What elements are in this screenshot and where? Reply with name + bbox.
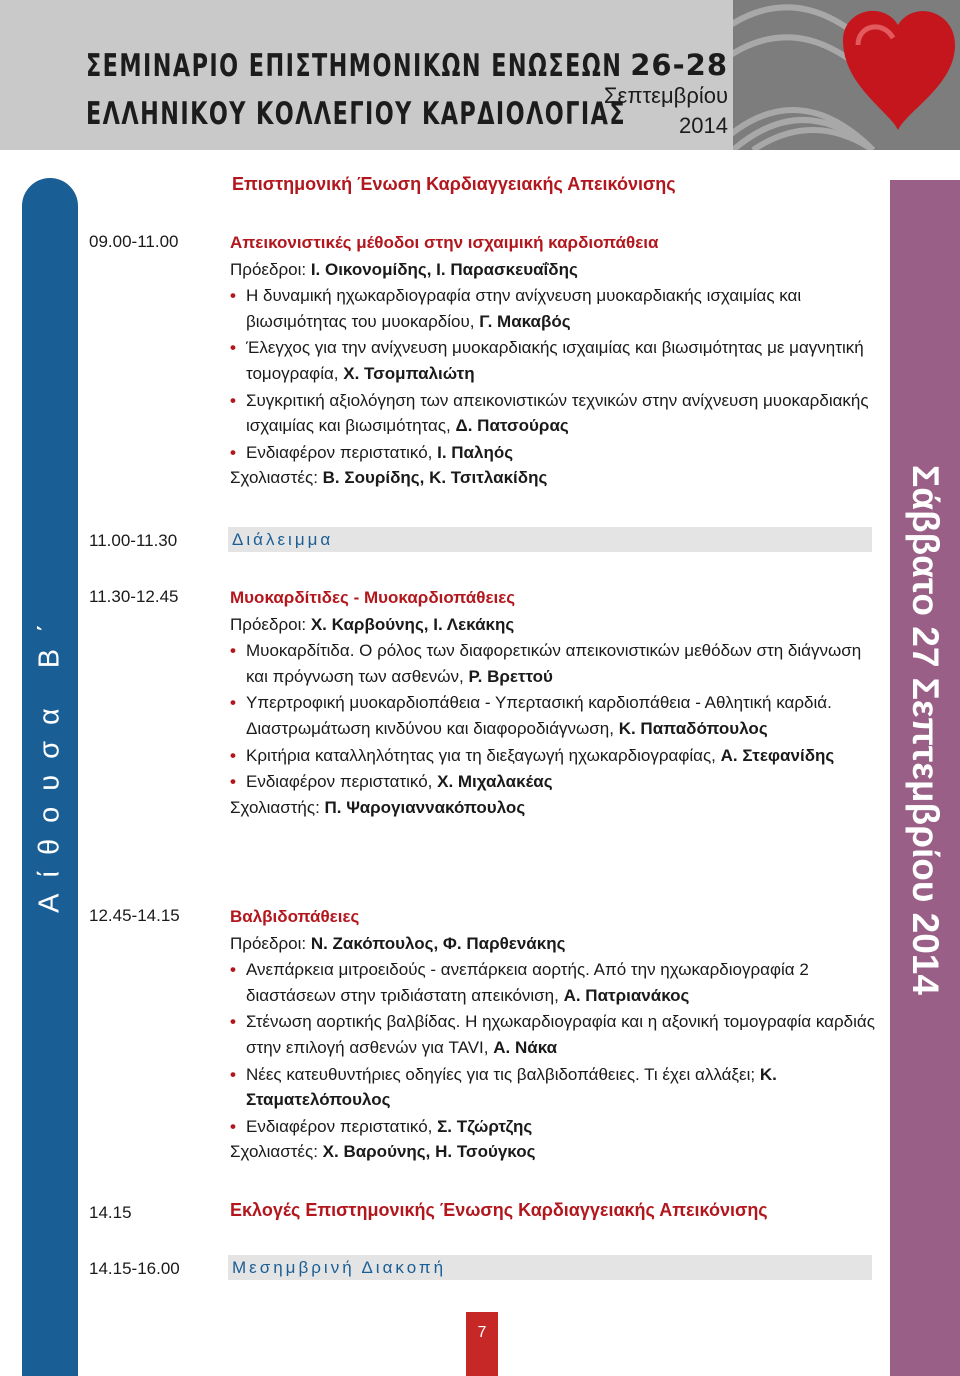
session-commentators — [230, 465, 880, 491]
session-time: 12.45-14.15 — [89, 906, 180, 925]
commentators-label: Σχολιαστές: — [230, 468, 318, 488]
talk-speaker: Ρ. Βρεττού — [468, 666, 553, 686]
talk-speaker: Κ. Σταματελόπουλος — [246, 1064, 777, 1110]
bullet-icon: • — [230, 1012, 236, 1032]
session-time: 09.00-11.00 — [89, 232, 179, 251]
talk-title: Στένωση αορτικής βαλβίδας. Η ηχωκαρδιογραφία και η αξονική τομογραφία καρδιάς στην επιλογή ασθενών για TAVI, — [246, 1012, 875, 1057]
talk-speaker: Α. Στεφανίδης — [720, 745, 835, 765]
lunch-break-time: 14.15-16.00 — [89, 1259, 180, 1278]
commentators-names: Β. Σουρίδης, Κ. Τσιτλακίδης — [322, 468, 548, 488]
talk-item — [230, 1114, 880, 1140]
chairs-names: Χ. Καρβούνης, Ι. Λεκάκης — [310, 614, 515, 634]
bullet-icon: • — [230, 745, 236, 765]
talk-title: Ενδιαφέρον περιστατικό, — [246, 1116, 433, 1136]
commentators-label: Σχολιαστής: — [230, 797, 320, 817]
session-chairs — [230, 257, 880, 283]
header-year: 2014 — [679, 113, 728, 138]
page-header — [0, 0, 960, 150]
talk-title: Μυοκαρδίτιδα. Ο ρόλος των διαφορετικών απεικονιστικών μεθόδων στη διάγνωση και πρόγνωση των ασθενών, — [246, 641, 862, 686]
commentators-names: Π. Ψαρογιαννακόπουλος — [324, 797, 526, 817]
commentators-names: Χ. Βαρούνης, Η. Τσούγκος — [322, 1142, 536, 1162]
talk-item — [230, 283, 880, 334]
talk-item — [230, 388, 880, 439]
header-dates — [600, 48, 728, 139]
election-title: Εκλογές Επιστημονικής Ένωσης Καρδιαγγειακής Απεικόνισης — [230, 1200, 768, 1220]
talk-title: Νέες κατευθυντήριες οδηγίες για τις βαλβιδοπάθειες. Τι έχει αλλάξει; — [246, 1064, 756, 1084]
talk-speaker: Χ. Τσομπαλιώτη — [343, 363, 475, 383]
session-commentators — [230, 795, 880, 821]
bullet-icon: • — [230, 641, 236, 661]
talk-title: Ανεπάρκεια μιτροειδούς - ανεπάρκεια αορτής. Από την ηχωκαρδιογραφία 2 διαστάσεων στην τριδιάστατη απεικόνιση, — [246, 960, 809, 1005]
talk-item — [230, 690, 880, 741]
election-time: 14.15 — [89, 1203, 132, 1222]
bullet-icon: • — [230, 390, 236, 410]
bullet-icon: • — [230, 286, 236, 306]
talk-speaker: Α. Πατριανάκος — [563, 985, 690, 1005]
talk-title: Υπερτροφική μυοκαρδιοπάθεια - Υπερτασική καρδιοπάθεια - Αθλητική καρδιά. Διαστρωμάτωση κινδύνου και διαφοροδιάγνωση, — [246, 693, 832, 738]
break-time: 11.00-11.30 — [89, 531, 178, 550]
commentators-label: Σχολιαστές: — [230, 1142, 318, 1162]
talk-speaker: Α. Νάκα — [493, 1037, 558, 1057]
talk-item — [230, 1009, 880, 1060]
session-commentators — [230, 1139, 880, 1165]
talk-title: Κριτήρια καταλληλότητας για τη διεξαγωγή ηχωκαρδιογραφίας, — [246, 745, 716, 765]
chairs-label: Πρόεδροι: — [230, 259, 307, 279]
lunch-break-bar: Μεσημβρινή Διακοπή — [228, 1255, 872, 1280]
chairs-label: Πρόεδροι: — [230, 614, 307, 634]
session-chairs — [230, 931, 880, 957]
talk-item — [230, 440, 880, 466]
chairs-names: Ι. Οικονομίδης, Ι. Παρασκευαΐδης — [310, 259, 578, 279]
talk-item — [230, 335, 880, 386]
talk-item — [230, 743, 880, 769]
session-title: Βαλβιδοπάθειες — [230, 907, 360, 926]
session-chairs — [230, 612, 880, 638]
page-number: 7 — [466, 1312, 498, 1376]
session-block — [230, 230, 880, 491]
bullet-icon: • — [230, 1116, 236, 1136]
session-title: Μυοκαρδίτιδες - Μυοκαρδιοπάθειες — [230, 588, 516, 607]
chairs-label: Πρόεδροι: — [230, 933, 307, 953]
chairs-names: Ν. Ζακόπουλος, Φ. Παρθενάκης — [310, 933, 566, 953]
session-block — [230, 585, 880, 820]
talk-speaker: Κ. Παπαδόπουλος — [618, 718, 768, 738]
heart-logo-image — [733, 0, 960, 150]
room-label: Αίθουσα Β΄ — [33, 607, 66, 913]
session-block — [230, 904, 880, 1165]
talk-item — [230, 957, 880, 1008]
break-bar: Διάλειμμα — [228, 527, 872, 552]
header-days: 26-28 — [630, 48, 728, 82]
talk-speaker: Γ. Μακαβός — [479, 311, 571, 331]
session-title: Απεικονιστικές μέθοδοι στην ισχαιμική καρδιοπάθεια — [230, 233, 659, 252]
date-label: Σάββατο 27 Σεπτεμβρίου 2014 — [905, 465, 946, 995]
talk-item — [230, 1062, 880, 1113]
bullet-icon: • — [230, 1064, 236, 1084]
session-time: 11.30-12.45 — [89, 587, 179, 606]
bullet-icon: • — [230, 338, 236, 358]
bullet-icon: • — [230, 693, 236, 713]
talk-title: Έλεγχος για την ανίχνευση μυοκαρδιακής ισχαιμίας και βιωσιμότητας με μαγνητική τομογραφία, — [246, 338, 864, 383]
bullet-icon: • — [230, 960, 236, 980]
talk-speaker: Σ. Τζώρτζης — [437, 1116, 533, 1136]
talk-item — [230, 638, 880, 689]
header-month: Σεπτεμβρίου — [603, 83, 728, 108]
header-title-line1: ΣΕΜΙΝΑΡΙΟ ΕΠΙΣΤΗΜΟΝΙΚΩΝ ΕΝΩΣΕΩΝ — [86, 48, 623, 84]
talk-title: Ενδιαφέρον περιστατικό, — [246, 772, 433, 792]
bullet-icon: • — [230, 442, 236, 462]
talk-title: Ενδιαφέρον περιστατικό, — [246, 442, 433, 462]
section-title: Επιστημονική Ένωση Καρδιαγγειακής Απεικόνισης — [232, 174, 676, 194]
talk-speaker: Δ. Πατσούρας — [455, 416, 569, 436]
talk-item — [230, 769, 880, 795]
bullet-icon: • — [230, 772, 236, 792]
talk-title: Η δυναμική ηχωκαρδιογραφία στην ανίχνευση μυοκαρδιακής ισχαιμίας και βιωσιμότητας του μυοκαρδίου, — [246, 286, 802, 331]
header-title-line2: ΕΛΛΗΝΙΚΟΥ ΚΟΛΛΕΓΙΟΥ ΚΑΡΔΙΟΛΟΓΙΑΣ — [86, 96, 627, 132]
talk-speaker: Ι. Παληός — [437, 442, 514, 462]
talk-title: Συγκριτική αξιολόγηση των απεικονιστικών τεχνικών στην ανίχνευση μυοκαρδιακής ισχαιμίας και βιωσιμότητας, — [246, 390, 869, 436]
talk-speaker: Χ. Μιχαλακέας — [437, 772, 553, 792]
